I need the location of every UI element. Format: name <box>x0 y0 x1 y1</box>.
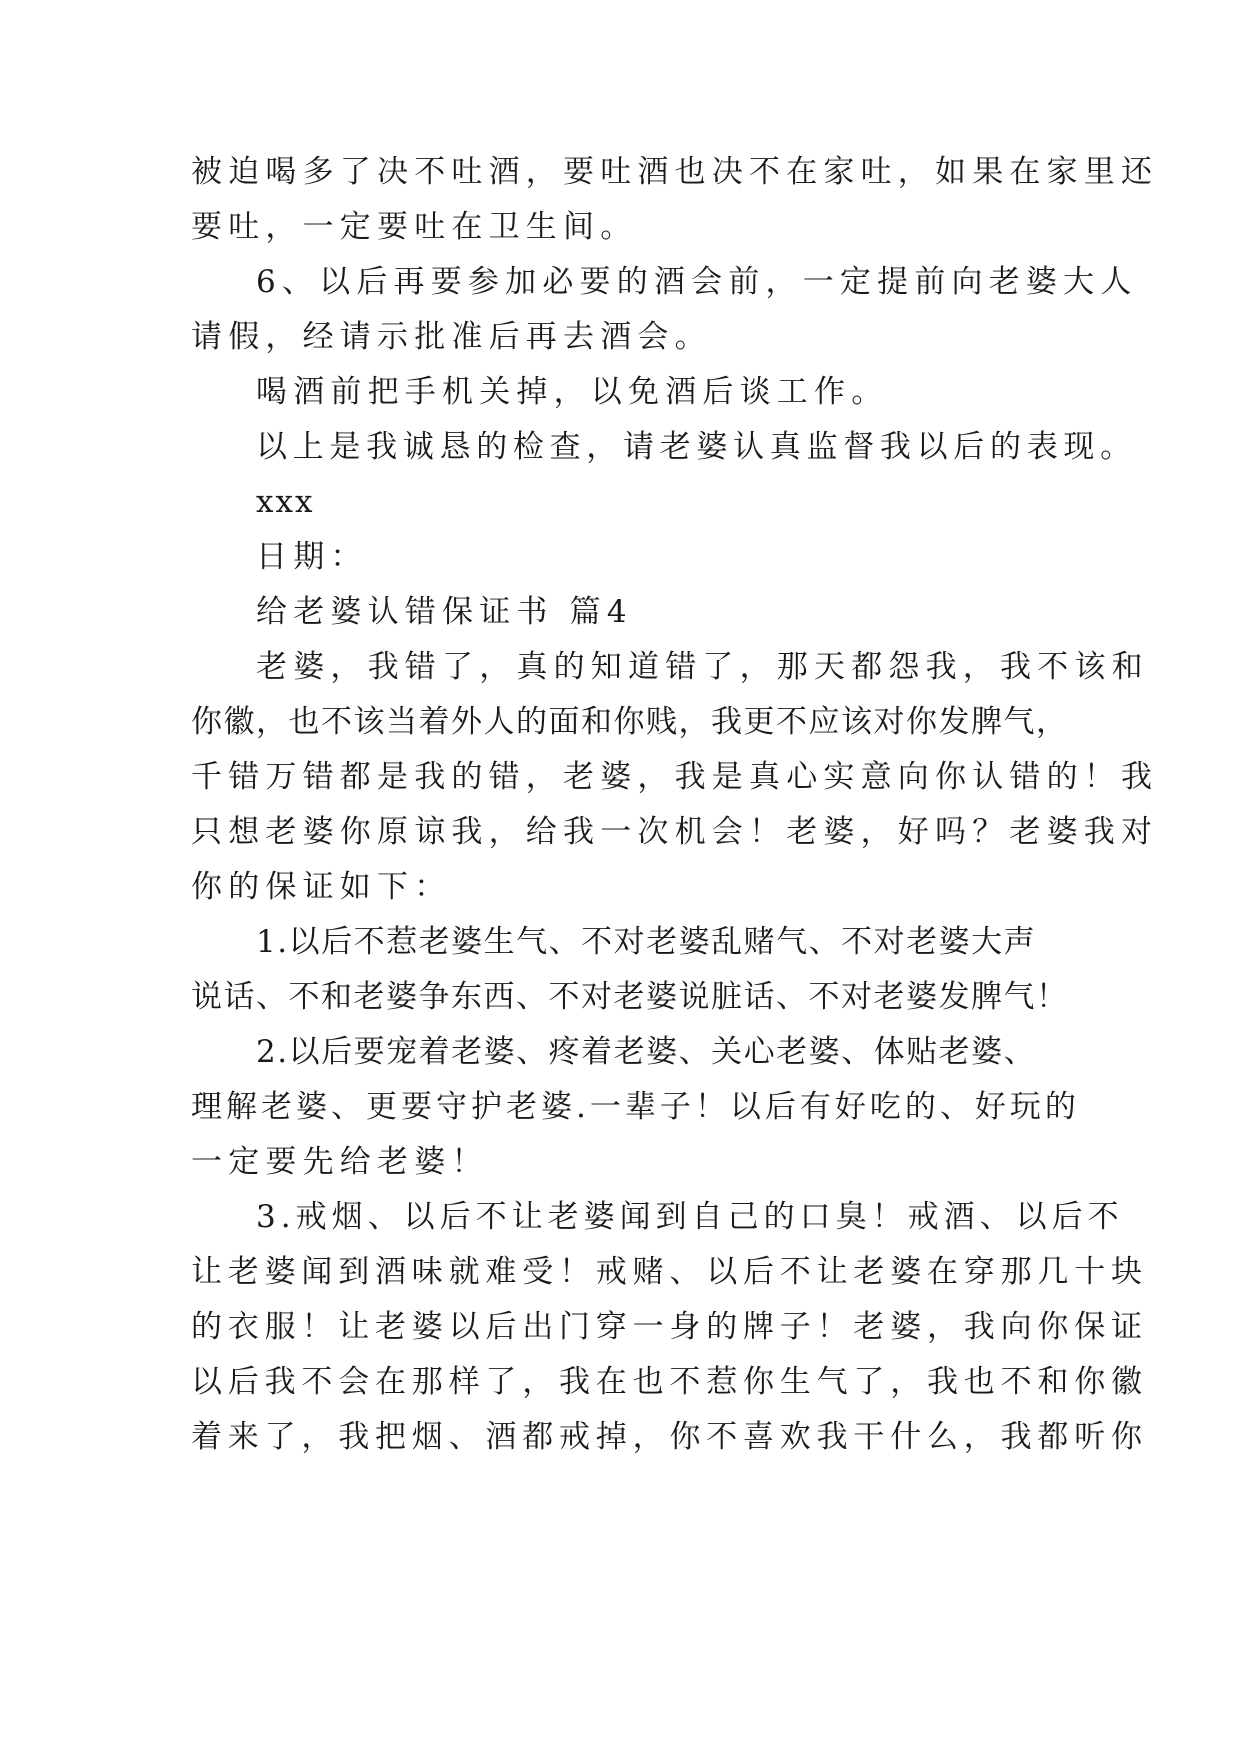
date-label: 日期： <box>256 539 368 575</box>
body-text-line: 理解老婆、更要守护老婆.一辈子！以后有好吃的、好玩的 <box>191 1089 1080 1125</box>
numbered-item-1: 1.以后不惹老婆生气、不对老婆乱赌气、不对老婆大声 <box>256 924 1037 960</box>
body-text-line: 被迫喝多了决不吐酒，要吐酒也决不在家吐，如果在家里还 <box>191 154 1159 190</box>
signature: xxx <box>256 484 315 520</box>
body-text-line: 要吐，一定要吐在卫生间。 <box>191 209 638 245</box>
numbered-item-3: 3.戒烟、以后不让老婆闻到自己的口臭！戒酒、以后不 <box>256 1199 1124 1235</box>
closing-statement: 以上是我诚恳的检查，请老婆认真监督我以后的表现。 <box>256 429 1137 465</box>
numbered-item-6: 6、以后再要参加必要的酒会前，一定提前向老婆大人 <box>256 264 1138 300</box>
body-text-line: 喝酒前把手机关掉，以免酒后谈工作。 <box>256 374 889 410</box>
body-text-line: 让老婆闻到酒味就难受！戒赌、以后不让老婆在穿那几十块 <box>191 1254 1148 1290</box>
body-text-line: 以后我不会在那样了，我在也不惹你生气了，我也不和你徽 <box>191 1364 1148 1400</box>
body-text-line: 一定要先给老婆！ <box>191 1144 489 1180</box>
body-text-line: 着来了，我把烟、酒都戒掉，你不喜欢我干什么，我都听你 <box>191 1419 1148 1455</box>
body-text-line: 的衣服！让老婆以后出门穿一身的牌子！老婆，我向你保证 <box>191 1309 1148 1345</box>
body-text-line: 千错万错都是我的错，老婆，我是真心实意向你认错的！我 <box>191 759 1159 795</box>
body-text-line: 说话、不和老婆争东西、不对老婆说脏话、不对老婆发脾气！ <box>191 979 1069 1015</box>
numbered-item-2: 2.以后要宠着老婆、疼着老婆、关心老婆、体贴老婆、 <box>256 1034 1037 1070</box>
section-title: 给老婆认错保证书 篇4 <box>256 594 633 630</box>
body-text-line: 只想老婆你原谅我，给我一次机会！老婆，好吗？老婆我对 <box>191 814 1159 850</box>
body-text-line: 请假，经请示批准后再去酒会。 <box>191 319 712 355</box>
body-text-line: 你的保证如下： <box>191 869 452 905</box>
body-text-line: 你徽，也不该当着外人的面和你贱，我更不应该对你发脾气， <box>191 704 1069 740</box>
body-text-line: 老婆，我错了，真的知道错了，那天都怨我，我不该和 <box>256 649 1149 685</box>
